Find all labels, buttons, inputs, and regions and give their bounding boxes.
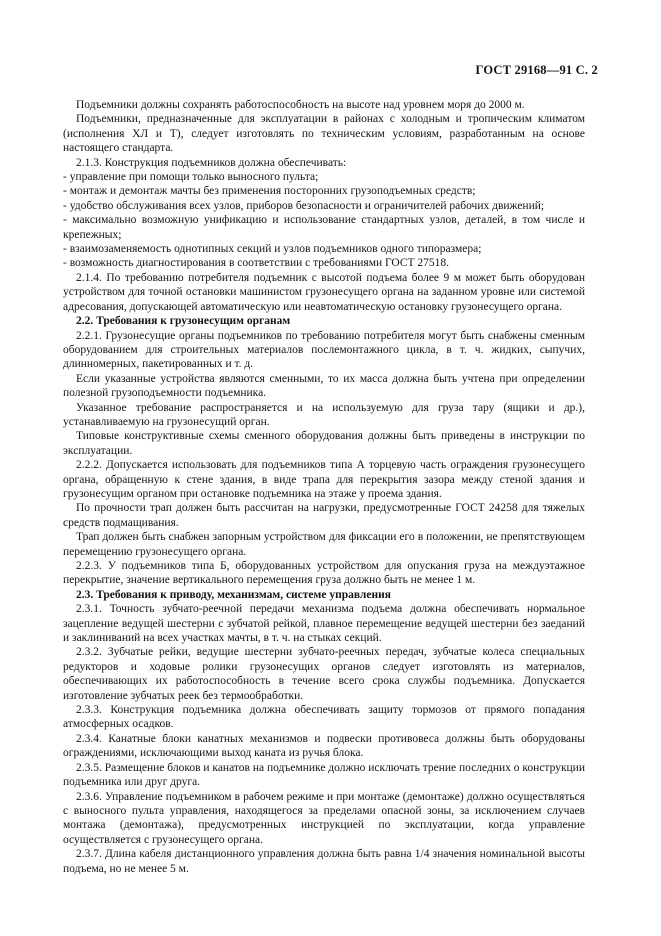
document-body [63, 98, 585, 876]
list-item: - удобство обслуживания всех узлов, приборов безопасности и ограничителей рабочих движений; [63, 199, 545, 212]
paragraph: 2.3.5. Размещение блоков и канатов на подъемнике должно исключать трение последних о конструкции подъемника или друг друга. [63, 761, 585, 789]
list-item: - монтаж и демонтаж мачты без применения посторонних грузоподъемных средств; [63, 185, 476, 198]
paragraph: Указанное требование распространяется и на используемую для груза тару (ящики и др.), устанавливаемую на грузонесущий орган. [63, 401, 585, 428]
paragraph: 2.3.6. Управление подъемником в рабочем режиме и при монтаже (демонтаже) должно осуществляться с выносного пульта управления, находящегося за пределами опасной зоны, за исключением случаев монтажа (демонтажа), предусмотренных инструкцией по эксплуатации, когда управление осуществляется с грузонесущего органа. [63, 790, 585, 846]
paragraph: Трап должен быть снабжен запорным устройством для фиксации его в положении, не препятствующем перемещению грузонесущего органа. [63, 531, 585, 558]
paragraph: 2.3.3. Конструкция подъемника должна обеспечивать защиту тормозов от прямого попадания атмосферных осадков. [63, 704, 585, 731]
paragraph: 2.1.3. Конструкция подъемников должна обеспечивать: [76, 156, 347, 169]
paragraph: 2.3.4. Канатные блоки канатных механизмов и подвески противовеса должны быть оборудованы ограждениями, исключающими выход каната из ручья блока. [63, 732, 585, 760]
list-item: - максимально возможную унификацию и использование стандартных узлов, деталей, в том числе и крепежных; [63, 214, 585, 241]
section-heading: 2.2. Требования к грузонесущим органам [76, 315, 291, 328]
section-heading: 2.3. Требования к приводу, механизмам, системе управления [76, 588, 391, 601]
paragraph: Если указанные устройства являются сменными, то их масса должна быть учтена при определении полезной грузоподъемности подъемника. [63, 372, 585, 400]
list-item: - взаимозаменяемость однотипных секций и узлов подъемников одного типоразмера; [63, 243, 482, 256]
paragraph: 2.3.1. Точность зубчато-реечной передачи механизма подъема должна обеспечивать нормальное зацепление ведущей шестерни с зубчатой рейкой, плавное перемещение ведущей шестерни без заеданий и заклиниваний на всех участках мачты, в т. ч. на стыках секций. [63, 603, 585, 645]
paragraph: 2.2.2. Допускается использовать для подъемников типа А торцевую часть ограждения грузонесущего органа, обращенную к стене здания, в виде трапа для перекрытия зазора между стеной здания и грузонесущим органом при остановке подъемника на этаже у проема здания. [63, 459, 585, 500]
paragraph: 2.3.7. Длина кабеля дистанционного управления должна быть равна 1/4 значения номинальной высоты подъема, но не менее 5 м. [63, 848, 585, 875]
paragraph: 2.1.4. По требованию потребителя подъемник с высотой подъема более 9 м может быть оборудован устройством для точной остановки машинистом грузонесущего органа на заданном уровне или системой адресования, допускающей автоматическую или неавтоматическую остановку грузонесущего органа. [63, 271, 585, 313]
paragraph: Типовые конструктивные схемы сменного оборудования должны быть приведены в инструкции по эксплуатации. [63, 430, 585, 457]
list-item: - управление при помощи только выносного пульта; [63, 171, 319, 184]
paragraph: Подъемники, предназначенные для эксплуатации в районах с холодным и тропическим климатом (исполнения ХЛ и Т), следует изготовлять по техническим условиям, разработанным на основе настоящего стандарта. [63, 113, 585, 155]
paragraph: 2.3.2. Зубчатые рейки, ведущие шестерни зубчато-реечных передач, зубчатые колеса специальных редукторов и ходовые ролики грузонесущих органов следует изготовлять из материалов, обеспечивающих их работоспособность в течение всего срока службы подъемника. Допускается изготовление зубчатых реек без термообработки. [63, 646, 585, 702]
paragraph: 2.2.1. Грузонесущие органы подъемников по требованию потребителя могут быть снабжены сменным оборудованием для строительных материалов послемонтажного цикла, в т. ч. жидких, сыпучих, длинномерных, пакетированных и т. д. [63, 329, 585, 371]
list-item: - возможность диагностирования в соответствии с требованиями ГОСТ 27518. [63, 257, 450, 270]
paragraph: Подъемники должны сохранять работоспособность на высоте над уровнем моря до 2000 м. [76, 99, 525, 111]
paragraph: По прочности трап должен быть рассчитан на нагрузки, предусмотренные ГОСТ 24258 для тяжелых средств подмащивания. [63, 502, 585, 529]
page-header: ГОСТ 29168—91 С. 2 [475, 63, 598, 77]
paragraph: 2.2.3. У подъемников типа Б, оборудованных устройством для опускания груза на междуэтажное перекрытие, значение вертикального перемещения груза должно быть не менее 1 м. [63, 560, 585, 587]
